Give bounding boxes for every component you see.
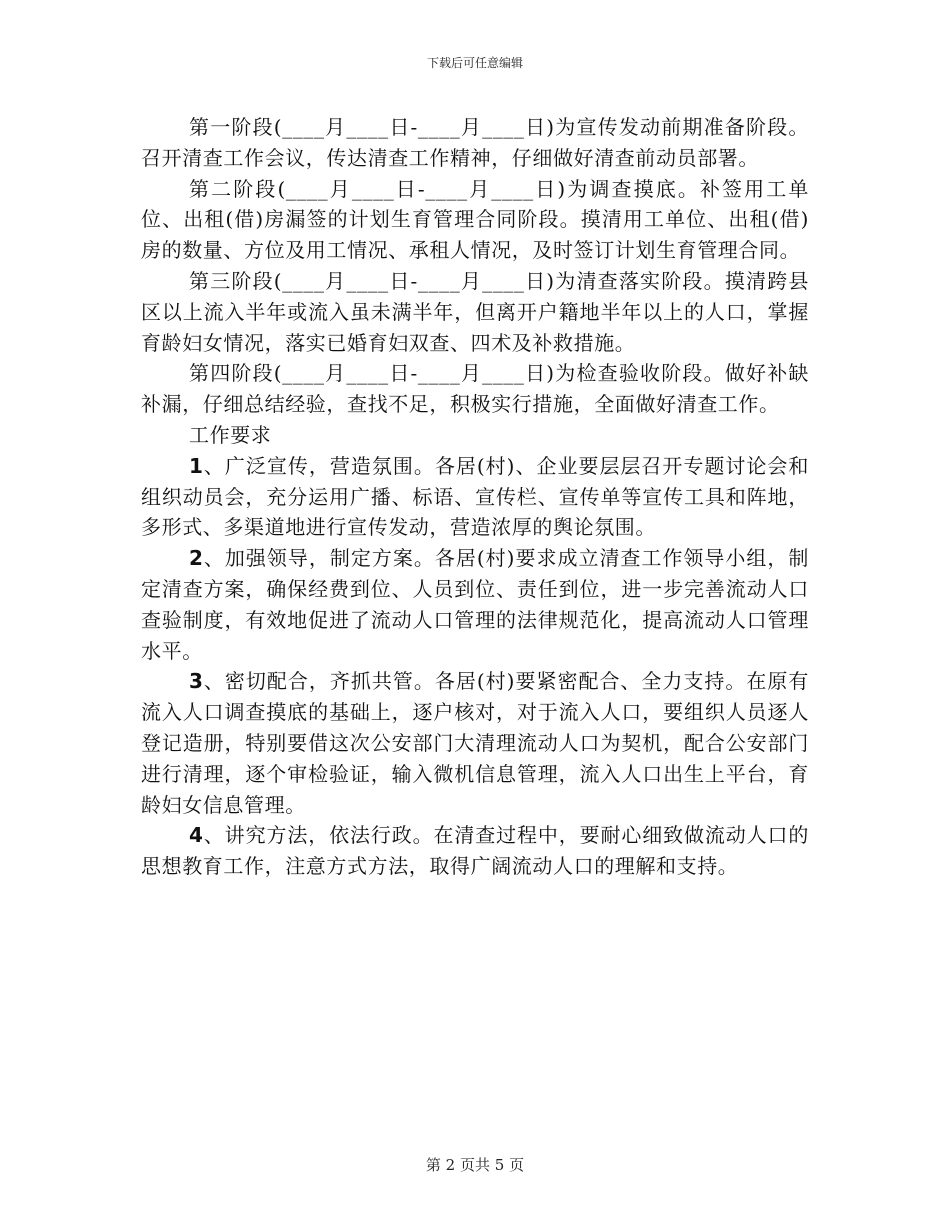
- paragraph-text: 第四阶段(____月____日-____月____日)为检查验收阶段。做好补缺补漏，仔细总结经验，查找不足，积极实行措施，全面做好清查工作。: [141, 361, 809, 417]
- section-heading: [141, 420, 809, 451]
- heading-text: 工作要求: [189, 422, 272, 447]
- item-number: 2: [189, 546, 204, 571]
- paragraph-stage-3: [141, 266, 809, 358]
- paragraph-stage-4: [141, 358, 809, 420]
- paragraph-text: 、密切配合，齐抓共管。各居(村)要紧密配合、全力支持。在原有流入人口调查摸底的基础上，逐户核对，对于流入人口，要组织人员逐人登记造册，特别要借这次公安部门大清理流动人口为契机，配合公安部门进行清理，逐个审检验证，输入微机信息管理，流入人口出生上平台，育龄妇女信息管理。: [141, 669, 809, 817]
- paragraph-stage-1: [141, 112, 809, 174]
- paragraph-text: 第三阶段(____月____日-____月____日)为清查落实阶段。摸清跨县区以上流入半年或流入虽未满半年，但离开户籍地半年以上的人口，掌握育龄妇女情况，落实已婚育妇双查、四术及补救措施。: [141, 268, 809, 355]
- item-number: 4: [189, 823, 204, 848]
- paragraph-text: 第一阶段(____月____日-____月____日)为宣传发动前期准备阶段。召开清查工作会议，传达清查工作精神，仔细做好清查前动员部署。: [141, 115, 809, 170]
- paragraph-text: 、广泛宣传，营造氛围。各居(村)、企业要层层召开专题讨论会和组织动员会，充分运用广播、标语、宣传栏、宣传单等宣传工具和阵地，多形式、多渠道地进行宣传发动，营造浓厚的舆论氛围。: [141, 453, 809, 540]
- requirement-4: [141, 820, 809, 882]
- page-footer: 第 2 页共 5 页: [425, 1156, 525, 1174]
- item-number: 1: [189, 453, 204, 478]
- item-number: 3: [189, 669, 204, 694]
- requirement-2: [141, 543, 809, 666]
- paragraph-text: 第二阶段(____月____日-____月____日)为调查摸底。补签用工单位、出租(借)房漏签的计划生育管理合同阶段。摸清用工单位、出租(借)房的数量、方位及用工情况、承租人情况，及时签订计划生育管理合同。: [141, 176, 809, 263]
- paragraph-stage-2: [141, 174, 809, 266]
- document-body: [141, 112, 809, 882]
- paragraph-text: 、讲究方法，依法行政。在清查过程中，要耐心细致做流动人口的思想教育工作，注意方式方法，取得广阔流动人口的理解和支持。: [141, 823, 809, 879]
- paragraph-text: 、加强领导，制定方案。各居(村)要求成立清查工作领导小组，制定清查方案，确保经费到位、人员到位、责任到位，进一步完善流动人口查验制度，有效地促进了流动人口管理的法律规范化，提高流动人口管理水平。: [141, 546, 809, 663]
- requirement-1: [141, 451, 809, 543]
- page-header: 下载后可任意编辑: [426, 56, 523, 70]
- requirement-3: [141, 666, 809, 820]
